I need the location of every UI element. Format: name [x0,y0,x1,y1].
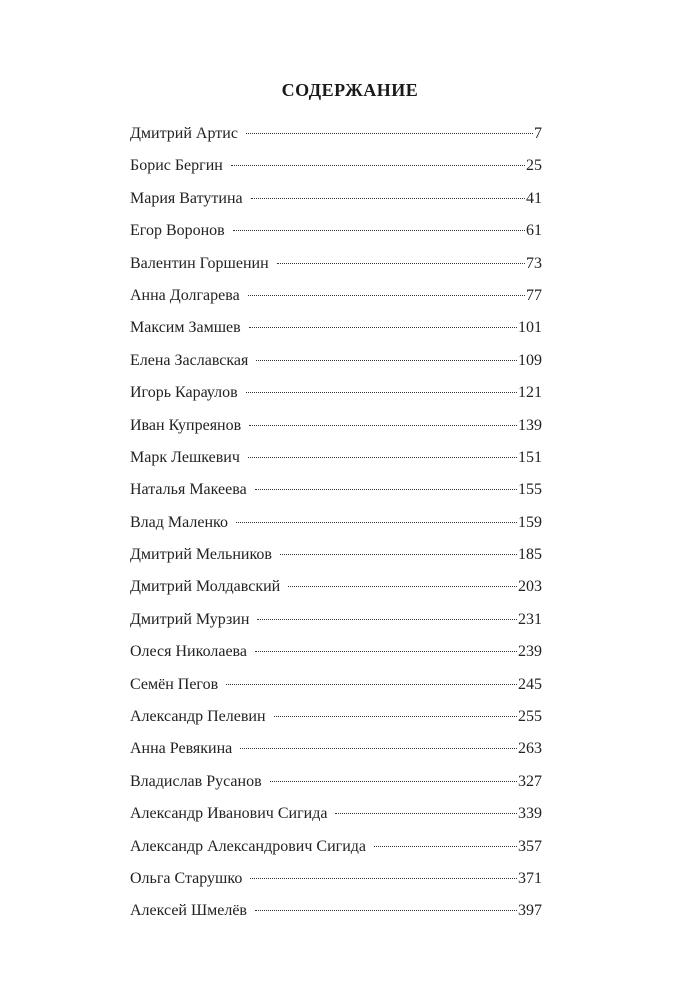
toc-page-number: 155 [518,481,542,499]
dot-leader [250,878,517,879]
dot-leader [270,781,517,782]
toc-entry [130,835,542,867]
toc-author: Александр Пелевин [130,708,266,726]
dot-leader [274,716,517,717]
toc-page-number: 255 [518,708,542,726]
toc-page-number: 151 [518,448,542,466]
toc-author: Дмитрий Мельников [130,546,272,564]
toc-author: Дмитрий Молдавский [130,578,281,596]
toc-page-number: 239 [518,643,542,661]
toc-entry [130,705,542,737]
table-of-contents [130,122,542,932]
toc-author: Алексей Шмелёв [130,902,247,920]
toc-entry [130,252,542,284]
toc-entry [130,414,542,446]
toc-entry [130,154,542,186]
toc-entry [130,899,542,931]
toc-page-number: 357 [518,837,542,855]
toc-author: Марк Лешкевич [130,448,240,466]
toc-page-number: 371 [518,869,542,887]
toc-author: Александр Иванович Сигида [130,805,328,823]
dot-leader [240,748,517,749]
toc-entry [130,349,542,381]
toc-page-number: 61 [526,222,542,240]
dot-leader [226,684,517,685]
toc-author: Дмитрий Мурзин [130,610,250,628]
toc-page-number: 101 [518,319,542,337]
toc-entry [130,770,542,802]
dot-leader [249,327,517,328]
toc-page-number: 263 [518,740,542,758]
toc-author: Александр Александрович Сигида [130,837,366,855]
toc-entry [130,575,542,607]
dot-leader [277,263,525,264]
toc-page-number: 7 [534,125,542,142]
toc-entry [130,737,542,769]
toc-author: Анна Ревякина [130,740,233,758]
toc-page-number: 77 [526,286,542,304]
toc-author: Максим Замшев [130,319,241,337]
toc-entry [130,284,542,316]
toc-entry [130,543,542,575]
page-title: СОДЕРЖАНИЕ [281,80,419,100]
toc-entry [130,381,542,413]
toc-author: Дмитрий Артис [130,125,238,142]
toc-author: Влад Маленко [130,513,228,531]
dot-leader [233,230,525,231]
dot-leader [257,619,517,620]
toc-author: Наталья Макеева [130,481,247,499]
dot-leader [246,392,517,393]
dot-leader [249,425,517,426]
toc-entry [130,446,542,478]
toc-entry [130,608,542,640]
toc-author: Елена Заславская [130,351,249,369]
dot-leader [248,457,517,458]
toc-page-number: 25 [526,157,542,175]
dot-leader [236,522,517,523]
dot-leader [280,554,517,555]
toc-entry [130,219,542,251]
dot-leader [246,133,533,134]
toc-entry [130,673,542,705]
dot-leader [255,910,517,911]
toc-entry [130,867,542,899]
toc-entry [130,640,542,672]
toc-page-number: 185 [518,546,542,564]
toc-page-number: 159 [518,513,542,531]
dot-leader [335,813,517,814]
toc-entry [130,511,542,543]
dot-leader [288,586,517,587]
toc-author: Иван Купреянов [130,416,242,434]
toc-author: Егор Воронов [130,222,225,240]
toc-author: Игорь Караулов [130,384,238,402]
toc-author: Владислав Русанов [130,772,262,790]
toc-page-number: 245 [518,675,542,693]
toc-page-number: 339 [518,805,542,823]
toc-author: Валентин Горшенин [130,254,269,272]
toc-entry [130,122,542,154]
toc-page-number: 203 [518,578,542,596]
toc-entry [130,802,542,834]
dot-leader [251,198,525,199]
toc-author: Семён Пегов [130,675,219,693]
toc-author: Мария Ватутина [130,189,243,207]
toc-page-number: 121 [518,384,542,402]
toc-page-number: 109 [518,351,542,369]
toc-entry [130,187,542,219]
dot-leader [374,846,517,847]
toc-page-number: 397 [518,902,542,920]
toc-entry [130,316,542,348]
toc-page-number: 73 [526,254,542,272]
toc-author: Олеся Николаева [130,643,247,661]
toc-entry [130,478,542,510]
toc-page-number: 231 [518,610,542,628]
dot-leader [255,489,517,490]
toc-author: Анна Долгарева [130,286,240,304]
dot-leader [231,165,525,166]
toc-page-number: 327 [518,772,542,790]
toc-author: Борис Бергин [130,157,223,175]
toc-author: Ольга Старушко [130,869,243,887]
toc-page-number: 41 [526,189,542,207]
dot-leader [256,360,517,361]
dot-leader [248,295,525,296]
dot-leader [255,651,517,652]
toc-page-number: 139 [518,416,542,434]
